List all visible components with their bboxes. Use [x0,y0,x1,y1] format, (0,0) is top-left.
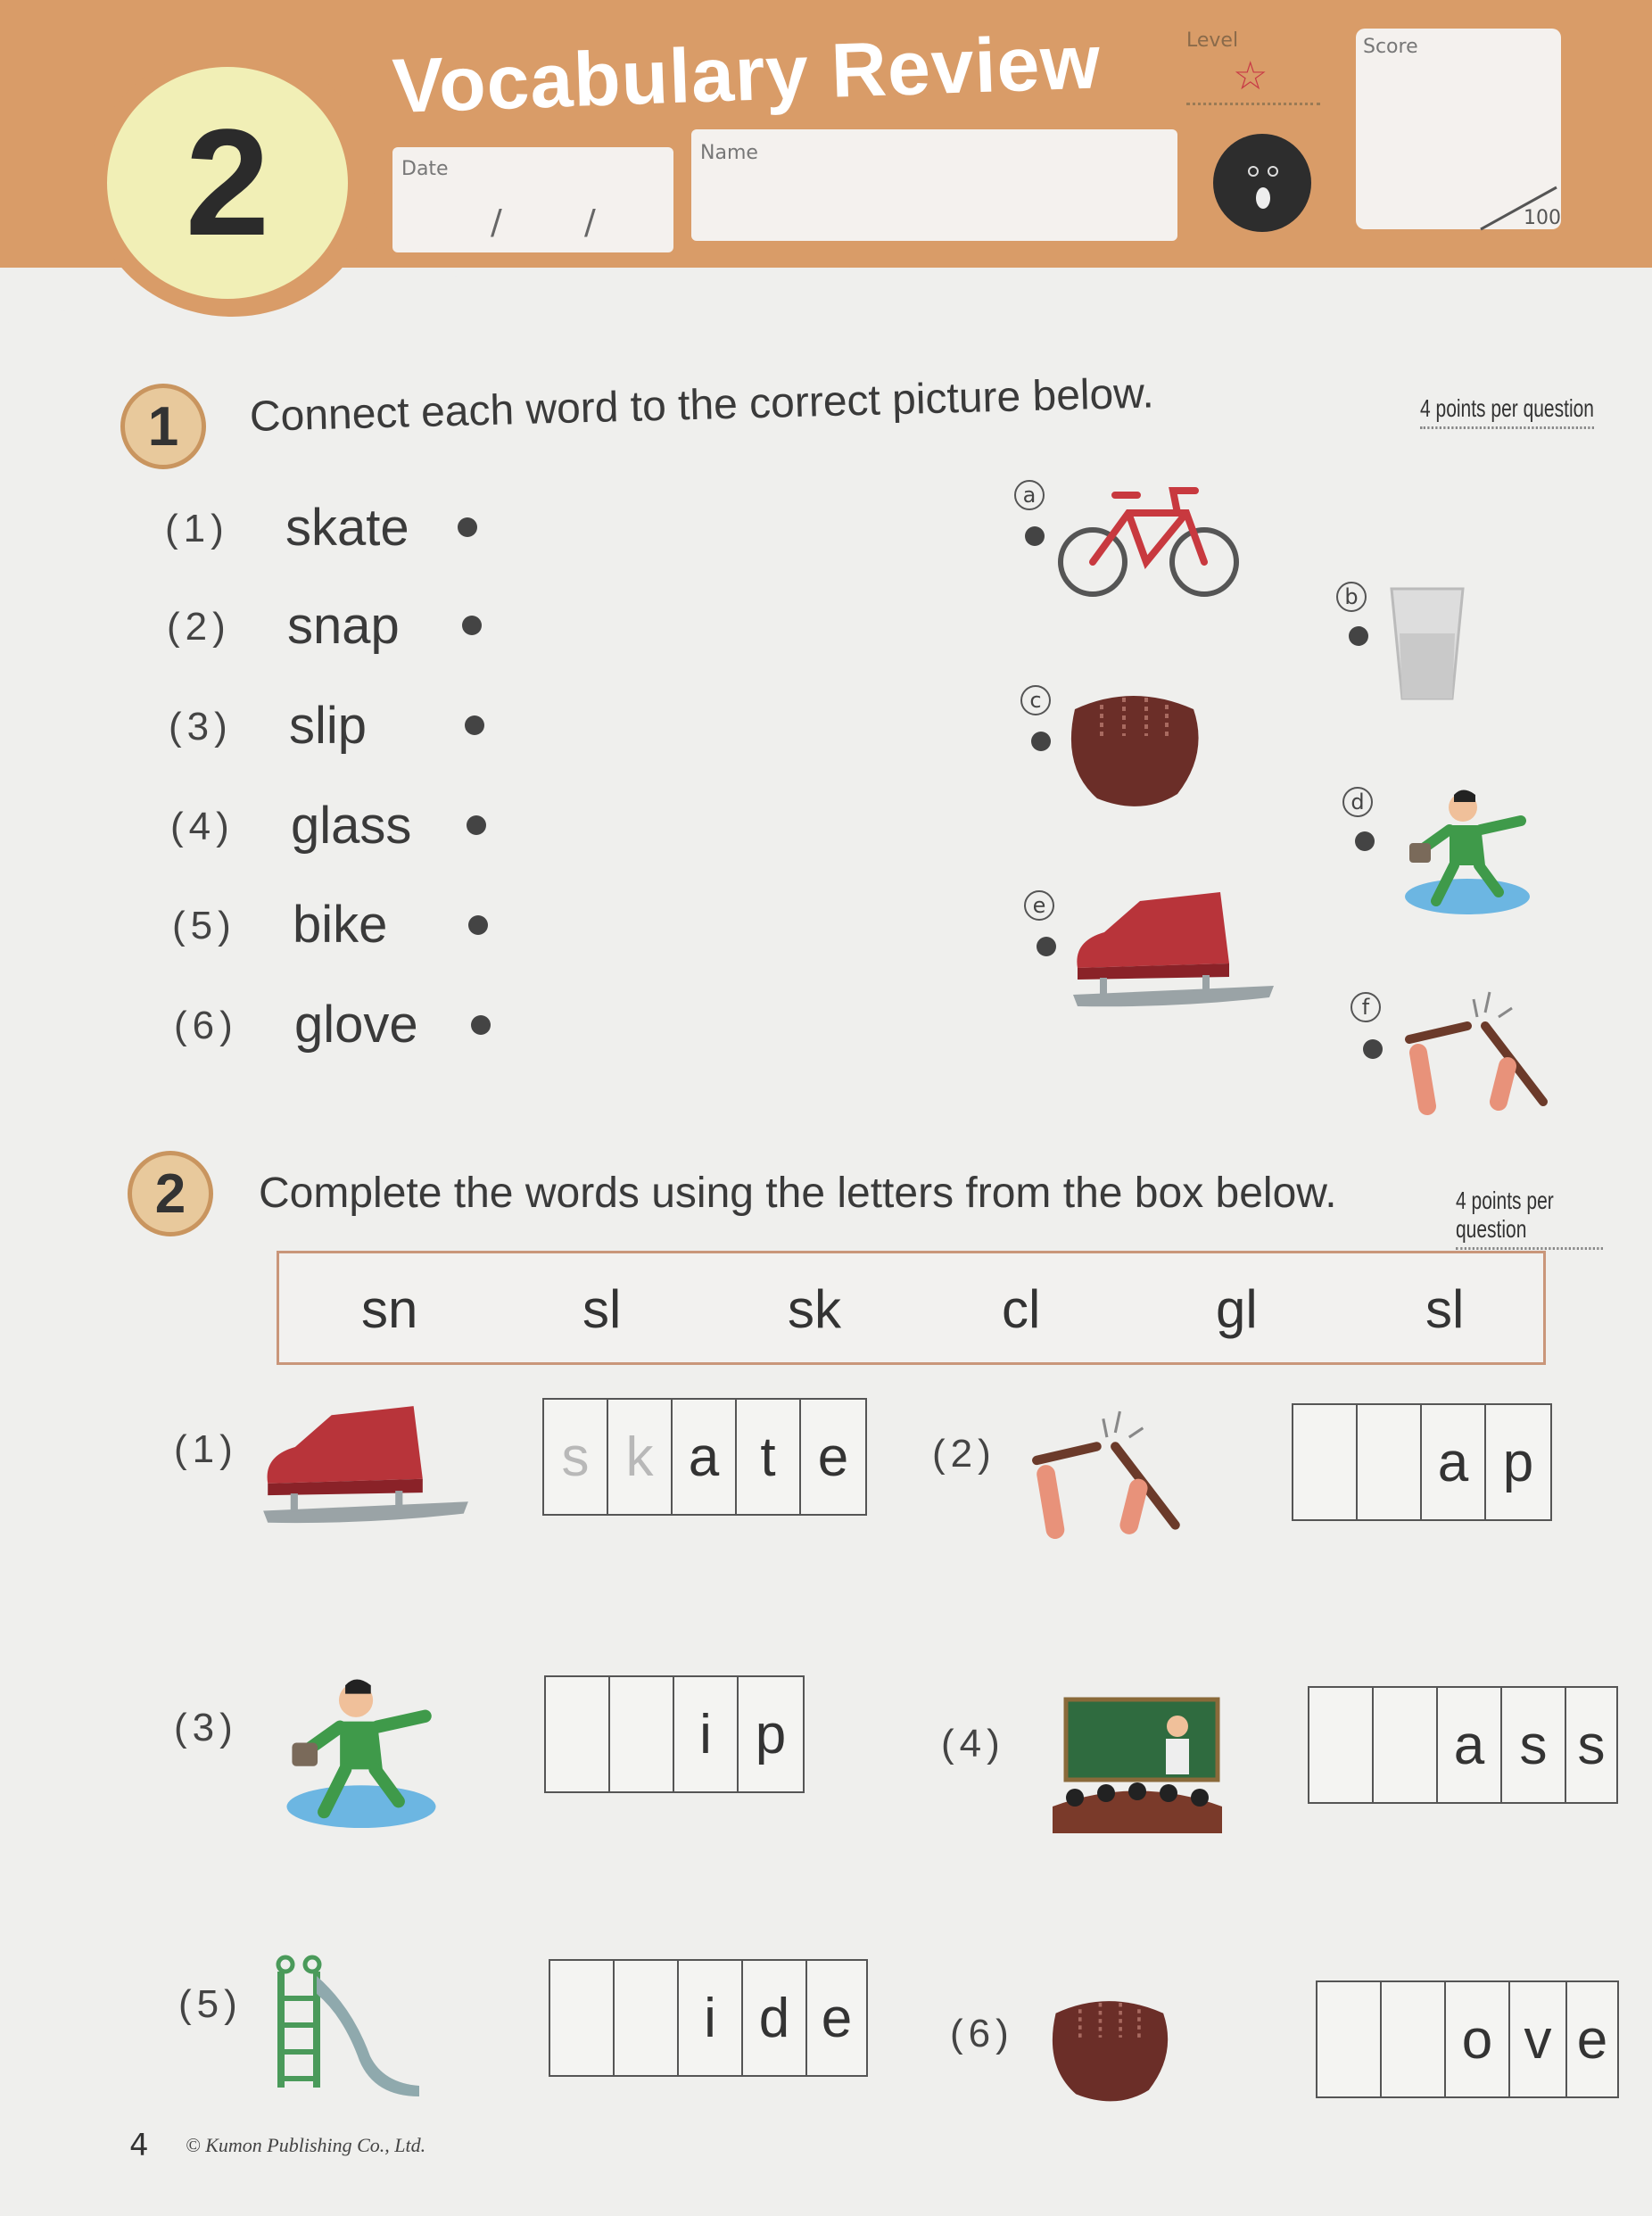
slipping-man-icon [281,1668,442,1833]
letter-bank-box [277,1251,1546,1365]
level-star-icon: ☆ [1233,54,1268,99]
letter-cell: v [1510,1982,1567,2096]
letter-cell-blank[interactable] [1382,1982,1446,2096]
letter-cell: p [755,1703,787,1765]
mascot-face-icon [1213,134,1311,232]
letter-cell: k [608,1400,673,1514]
letter-cell: t [737,1400,801,1514]
copyright: © Kumon Publishing Co., Ltd. [186,2134,426,2156]
question-number: (2) [167,605,231,649]
question-number: (1) [174,1427,238,1471]
word-cells-slip [544,1675,805,1793]
letter-cell-blank[interactable] [546,1677,610,1791]
date-label: Date [401,158,449,180]
classroom-icon [1048,1691,1227,1833]
date-slash: / [584,203,596,242]
letter-bank-item: sl [1425,1279,1465,1339]
slipping-man-icon [1400,781,1534,919]
page-number: 4 [129,2128,149,2163]
score-label: Score [1363,36,1418,58]
picture-letter: c [1020,685,1051,715]
date-slash: / [491,203,502,242]
question-number: (5) [172,904,236,947]
word-skate: skate [285,499,409,557]
letter-bank-item: gl [1216,1279,1258,1339]
word-slip: slip [289,697,368,755]
letter-cell: e [817,1426,849,1488]
word-cells-snap [1292,1403,1552,1521]
letter-cell-blank[interactable] [1374,1688,1438,1802]
picture-letter: f [1351,992,1381,1022]
letter-cell: i [674,1677,739,1791]
letter-cell-blank[interactable] [1358,1405,1422,1519]
picture-letter: d [1342,787,1373,817]
picture-letter: a [1014,480,1045,510]
picture-connect-dot[interactable] [1025,526,1045,546]
section-2-instruction: Complete the words using the letters from the box below. [259,1170,1337,1217]
letter-cell: s [544,1400,608,1514]
letter-cell: a [1422,1405,1486,1519]
score-field[interactable] [1356,29,1561,229]
letter-cell-blank[interactable] [1317,1982,1382,2096]
question-number: (3) [169,705,233,748]
letter-cell: s [1577,1714,1606,1776]
letter-cell: o [1446,1982,1510,2096]
picture-connect-dot[interactable] [1349,626,1368,646]
letter-cell: d [743,1961,807,2075]
question-number: (6) [950,2012,1014,2055]
word-connect-dot[interactable] [467,815,486,835]
bicycle-icon [1053,477,1244,602]
letter-cell-blank[interactable] [1293,1405,1358,1519]
word-cells-slide [549,1959,868,2077]
picture-letter: e [1024,890,1054,921]
word-connect-dot[interactable] [471,1015,491,1035]
level-underline [1186,103,1320,105]
level-label: Level [1186,29,1239,52]
baseball-glove-icon [1044,1989,1173,2110]
letter-bank-item: cl [1002,1279,1041,1339]
name-label: Name [700,142,758,164]
baseball-glove-icon [1061,687,1204,812]
playground-slide-icon [272,1954,424,2096]
letter-bank-item: sl [582,1279,622,1339]
question-number: (3) [174,1706,238,1749]
question-number: (4) [170,805,235,848]
letter-cell: s [1502,1688,1566,1802]
letter-cell: e [1576,2008,1608,2071]
word-connect-dot[interactable] [462,616,482,635]
letter-cell-blank[interactable] [1309,1688,1374,1802]
snapping-stick-icon [1026,1410,1191,1539]
section-2-points: 4 points per question [1456,1187,1603,1250]
word-glove: glove [294,996,418,1054]
section-1-badge: 1 [120,384,206,469]
question-number: (5) [178,1982,243,2026]
word-connect-dot[interactable] [458,517,477,537]
letter-cell-blank[interactable] [550,1961,615,2075]
picture-connect-dot[interactable] [1031,732,1051,751]
question-number: (2) [932,1432,996,1476]
word-cells-class [1308,1686,1618,1804]
picture-connect-dot[interactable] [1363,1039,1383,1059]
ice-skate-icon [259,1405,473,1530]
word-glass: glass [291,797,412,855]
picture-letter: b [1336,582,1367,612]
ice-skate-icon [1069,892,1278,1013]
section-1-instruction: Connect each word to the correct picture below. [249,369,1155,441]
picture-connect-dot[interactable] [1355,831,1375,851]
letter-bank-item: sk [788,1279,841,1339]
letter-cell-blank[interactable] [610,1677,674,1791]
drinking-glass-icon [1387,584,1467,705]
word-snap: snap [287,597,400,655]
page-title: Vocabulary Review [391,19,1103,129]
letter-cell: i [679,1961,743,2075]
name-field[interactable] [691,129,1177,241]
word-bike: bike [293,896,388,954]
question-number: (6) [174,1004,238,1047]
picture-connect-dot[interactable] [1037,937,1056,956]
letter-bank-item: sn [361,1279,418,1339]
section-1-points: 4 points per question [1420,394,1594,429]
word-cells-skate [542,1398,867,1516]
section-2-badge: 2 [128,1151,213,1236]
score-max: 100 [1524,207,1561,229]
word-connect-dot[interactable] [465,715,484,735]
letter-cell: a [1438,1688,1502,1802]
unit-number-badge: 2 [107,67,348,299]
letter-cell: a [673,1400,737,1514]
word-cells-glove [1316,1980,1619,2098]
letter-cell-blank[interactable] [615,1961,679,2075]
date-field[interactable] [392,147,673,252]
word-connect-dot[interactable] [468,915,488,935]
question-number: (4) [941,1722,1005,1765]
letter-cell: p [1502,1431,1534,1493]
snapping-stick-icon [1400,990,1557,1115]
question-number: (1) [165,507,229,550]
letter-cell: e [821,1987,853,2049]
